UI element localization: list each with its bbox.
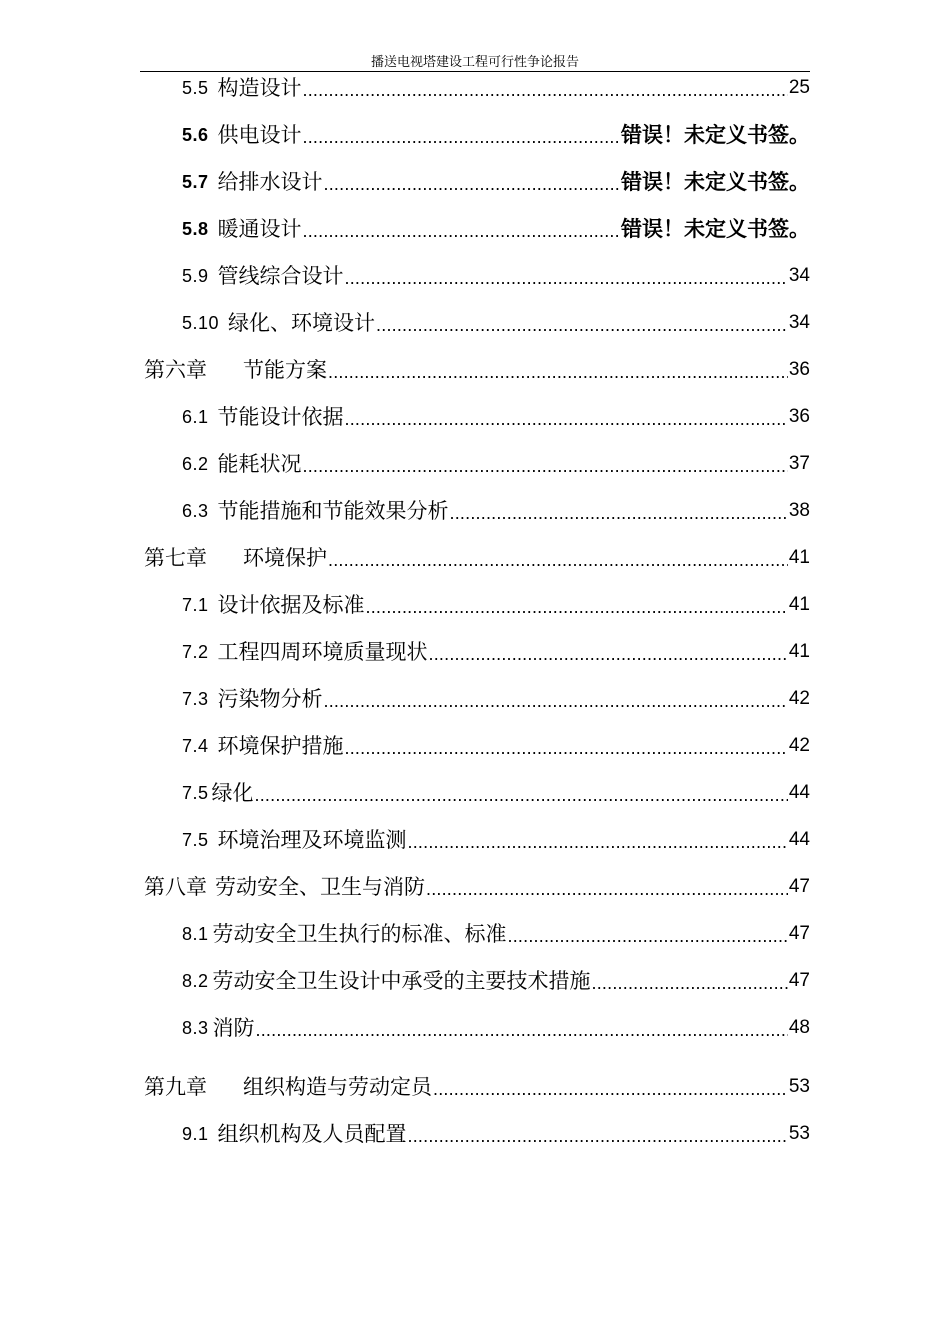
toc-entry-number: 7.4 [182,736,209,756]
toc-entry-number: 7.2 [182,642,209,662]
toc-entry[interactable] [182,258,810,290]
toc-entry-title: 管线综合设计 [217,264,344,288]
toc-entry-title: 组织机构及人员配置 [217,1122,407,1146]
toc-entry-number: 5.5 [182,78,209,98]
toc-entry-number: 8.3 [182,1018,209,1038]
toc-entry[interactable] [182,399,810,431]
toc-entry[interactable] [182,117,810,149]
toc-entry-title: 供电设计 [217,123,302,147]
toc-dot-leader [255,783,788,807]
toc-entry-page: 47 [788,970,810,991]
toc-entry-page: 53 [788,1123,810,1144]
toc-entry-title: 构造设计 [217,76,302,100]
toc-entry-number: 6.2 [182,454,209,474]
toc-entry-title: 劳动安全卫生执行的标准、标准 [212,922,507,946]
toc-dot-leader [433,1077,788,1101]
toc-entry-number: 9.1 [182,1124,209,1144]
toc-dot-leader [450,501,788,525]
toc-dot-leader [345,736,788,760]
toc-entry[interactable] [182,728,810,760]
toc-chapter-number: 第六章 [144,358,207,382]
toc-entry-page: 48 [788,1017,810,1038]
toc-entry-title: 劳动安全卫生设计中承受的主要技术措施 [212,969,591,993]
toc-entry-number: 5.9 [182,266,209,286]
toc-entry-page: 36 [788,406,810,427]
toc-entry-title: 工程四周环境质量现状 [217,640,428,664]
toc-chapter-title: 组织构造与劳动定员 [243,1075,432,1099]
toc-chapter-entry[interactable] [144,869,810,901]
toc-entry-number: 7.5 [182,783,209,803]
toc-bookmark-error: 错误！未定义书签。 [621,123,810,147]
toc-entry[interactable] [182,963,810,995]
toc-entry-page: 41 [788,641,810,662]
toc-entry-number: 8.1 [182,924,209,944]
toc-entry-page: 36 [788,359,810,380]
toc-dot-leader [376,313,788,337]
toc-chapter-entry[interactable] [144,1069,810,1101]
toc-chapter-number: 第七章 [144,546,207,570]
toc-chapter-number: 第九章 [144,1075,207,1099]
toc-dot-leader [303,78,788,102]
toc-entry-number: 5.6 [182,125,209,145]
toc-entry-page: 41 [788,547,810,568]
toc-entry-number: 5.8 [182,219,209,239]
toc-dot-leader [303,219,620,243]
toc-entry[interactable] [182,493,810,525]
toc-entry[interactable] [182,1116,810,1148]
toc-chapter-title: 环境保护 [243,546,327,570]
toc-entry-page: 34 [788,312,810,333]
toc-entry-title: 污染物分析 [217,687,323,711]
toc-entry-page: 25 [788,77,810,98]
toc-entry-title: 暖通设计 [217,217,302,241]
toc-entry-title: 绿化 [211,781,254,805]
toc-chapter-title: 劳动安全、卫生与消防 [215,875,425,899]
toc-dot-leader [408,830,788,854]
toc-dot-leader [429,642,788,666]
toc-entry-title: 设计依据及标准 [217,593,365,617]
toc-chapter-entry[interactable] [144,352,810,384]
toc-entry[interactable] [182,70,810,102]
toc-entry-page: 42 [788,735,810,756]
toc-entry-page: 42 [788,688,810,709]
toc-entry-number: 7.5 [182,830,209,850]
toc-entry-number: 7.1 [182,595,209,615]
toc-entry-title: 给排水设计 [217,170,323,194]
toc-entry[interactable] [182,822,810,854]
toc-entry[interactable] [182,775,810,807]
toc-dot-leader [426,877,788,901]
toc-dot-leader [408,1124,788,1148]
toc-entry[interactable] [182,587,810,619]
toc-entry-page: 47 [788,876,810,897]
toc-entry[interactable] [182,681,810,713]
toc-entry-page: 53 [788,1076,810,1097]
page-header-title: 播送电视塔建设工程可行性争论报告 [370,55,579,70]
toc-chapter-number: 第八章 [144,875,207,899]
toc-dot-leader [345,266,788,290]
toc-entry[interactable] [182,305,810,337]
toc-dot-leader [328,548,788,572]
toc-entry-page: 41 [788,594,810,615]
toc-entry[interactable] [182,211,810,243]
toc-entry-page: 47 [788,923,810,944]
toc-bookmark-error: 错误！未定义书签。 [621,170,810,194]
toc-entry-number: 6.1 [182,407,209,427]
toc-entry-number: 5.7 [182,172,209,192]
toc-chapter-entry[interactable] [144,540,810,572]
toc-entry-page: 37 [788,453,810,474]
toc-entry-number: 5.10 [182,313,220,333]
toc-entry-page: 38 [788,500,810,521]
toc-entry-title: 能耗状况 [217,452,302,476]
toc-dot-leader [366,595,788,619]
toc-entry-title: 环境保护措施 [217,734,344,758]
toc-dot-leader [328,360,788,384]
toc-entry-number: 6.3 [182,501,209,521]
toc-entry-page: 34 [788,265,810,286]
toc-entry-page: 44 [788,782,810,803]
toc-entry-page: 44 [788,829,810,850]
toc-dot-leader [508,924,788,948]
toc-chapter-title: 节能方案 [243,358,327,382]
toc-dot-leader [303,125,620,149]
toc-dot-leader [592,971,788,995]
toc-entry-title: 节能措施和节能效果分析 [217,499,449,523]
toc-dot-leader [345,407,788,431]
toc-entry[interactable] [182,634,810,666]
toc-entry-title: 环境治理及环境监测 [217,828,407,852]
toc-entry-title: 消防 [212,1016,255,1040]
toc-entry[interactable] [182,164,810,196]
toc-entry-number: 8.2 [182,971,209,991]
toc-dot-leader [324,689,788,713]
toc-dot-leader [303,454,788,478]
toc-bookmark-error: 错误！未定义书签。 [621,217,810,241]
toc-entry[interactable] [182,446,810,478]
toc-dot-leader [324,172,620,196]
toc-entry-number: 7.3 [182,689,209,709]
toc-entry-title: 绿化、环境设计 [228,311,376,335]
toc-entry-title: 节能设计依据 [217,405,344,429]
toc-dot-leader [256,1018,788,1042]
toc-entry[interactable] [182,1010,810,1042]
toc-entry[interactable] [182,916,810,948]
